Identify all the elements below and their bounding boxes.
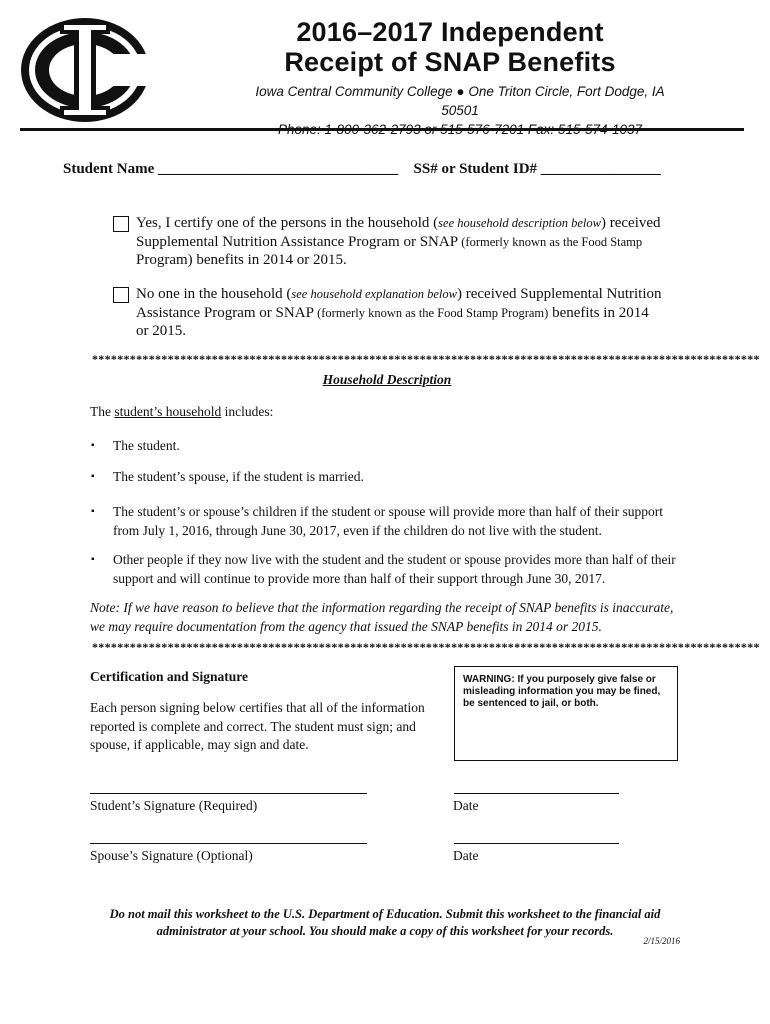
student-fields — [63, 161, 661, 178]
household-item: The student’s or spouse’s children if the student or spouse will provide more than half of their support from July 1, 2016, through June 30, 2017, even if the children do not live with the student. — [113, 504, 664, 538]
yes-text-italic: see household description below — [438, 216, 601, 230]
no-text-small: (formerly known as the Food Stamp Program) — [317, 305, 549, 320]
yes-option-text — [136, 214, 696, 270]
bullet-icon: ▪ — [91, 471, 95, 482]
student-date-line[interactable] — [454, 793, 619, 794]
household-item: Other people if they now live with the student and the student or spouse provides more than half of their support and will continue to provide more than half of their support through June 30, 2017. — [113, 552, 676, 586]
address-line: Iowa Central Community College ● One Triton Circle, Fort Dodge, IA 50501 — [255, 84, 665, 118]
yes-text-small: (formerly known as the Food Stamp — [461, 234, 643, 249]
bullet-icon: ▪ — [91, 440, 95, 451]
no-option-text — [136, 285, 696, 341]
no-text-italic: see household explanation below — [291, 287, 457, 301]
student-signature-label: Student’s Signature (Required) — [90, 798, 258, 813]
certification-text: Each person signing below certifies that all of the information reported is complete and correct. The student must sign; and spouse, if applicable, may sign and date. — [90, 700, 425, 752]
ic-logo-icon — [18, 14, 152, 126]
intro-post: includes: — [221, 404, 274, 419]
spouse-signature-label: Spouse’s Signature (Optional) — [90, 848, 253, 863]
student-name-label: Student Name — [63, 161, 155, 177]
student-name-field[interactable]: ________________________________ — [158, 161, 399, 177]
yes-checkbox[interactable] — [113, 216, 129, 232]
spouse-signature-line[interactable] — [90, 843, 367, 844]
yes-text-b: ) received — [601, 215, 661, 231]
household-intro — [90, 403, 273, 422]
yes-text-a: Yes, I certify one of the persons in the household ( — [136, 215, 439, 231]
title-line-1: 2016–2017 Independent — [296, 17, 604, 47]
no-text-b: ) received Supplemental Nutrition — [457, 286, 662, 302]
certification-title: Certification and Signature — [90, 669, 248, 684]
spouse-date-line[interactable] — [454, 843, 619, 844]
household-item: The student. — [113, 438, 180, 453]
intro-pre: The — [90, 404, 115, 419]
household-description-title: Household Description — [322, 372, 452, 387]
header-divider — [20, 128, 744, 131]
no-text-a: No one in the household ( — [136, 286, 292, 302]
date-label: Date — [453, 798, 479, 813]
footer-instructions: Do not mail this worksheet to the U.S. Department of Education. Submit this worksheet to the financial aid administrator at your school. You should make a copy of this worksheet for your records. — [109, 907, 661, 938]
separator-stars: ********************************************************************************************************** — [92, 352, 760, 366]
no-text-c: Assistance Program or SNAP — [136, 304, 318, 321]
household-item: The student’s spouse, if the student is married. — [113, 469, 364, 484]
yes-text-d: Program) benefits in 2014 or 2015. — [136, 252, 347, 268]
student-signature-line[interactable] — [90, 793, 367, 794]
separator-stars: ********************************************************************************************************** — [92, 640, 760, 654]
revision-date: 2/15/2016 — [643, 936, 680, 946]
page-title — [240, 17, 660, 77]
yes-text-c: Supplemental Nutrition Assistance Program or SNAP — [136, 233, 462, 250]
student-id-field[interactable]: ________________ — [540, 161, 661, 177]
title-line-2: Receipt of SNAP Benefits — [284, 47, 616, 77]
student-id-label: SS# or Student ID# — [413, 161, 538, 177]
no-checkbox[interactable] — [113, 287, 129, 303]
bullet-icon: ▪ — [91, 554, 95, 565]
no-text-d: or 2015. — [136, 323, 186, 339]
bullet-icon: ▪ — [91, 506, 95, 517]
date-label: Date — [453, 848, 479, 863]
intro-underlined: student’s household — [114, 404, 222, 419]
warning-box: WARNING: If you purposely give false or misleading information you may be fined, be sentenced to jail, or both. — [454, 666, 678, 761]
no-text-e: benefits in 2014 — [548, 304, 649, 321]
note-text: Note: If we have reason to believe that the information regarding the receipt of SNAP benefits is inaccurate, we may require documentation from the agency that issued the SNAP benefits in 2014 or 2015. — [90, 600, 674, 634]
